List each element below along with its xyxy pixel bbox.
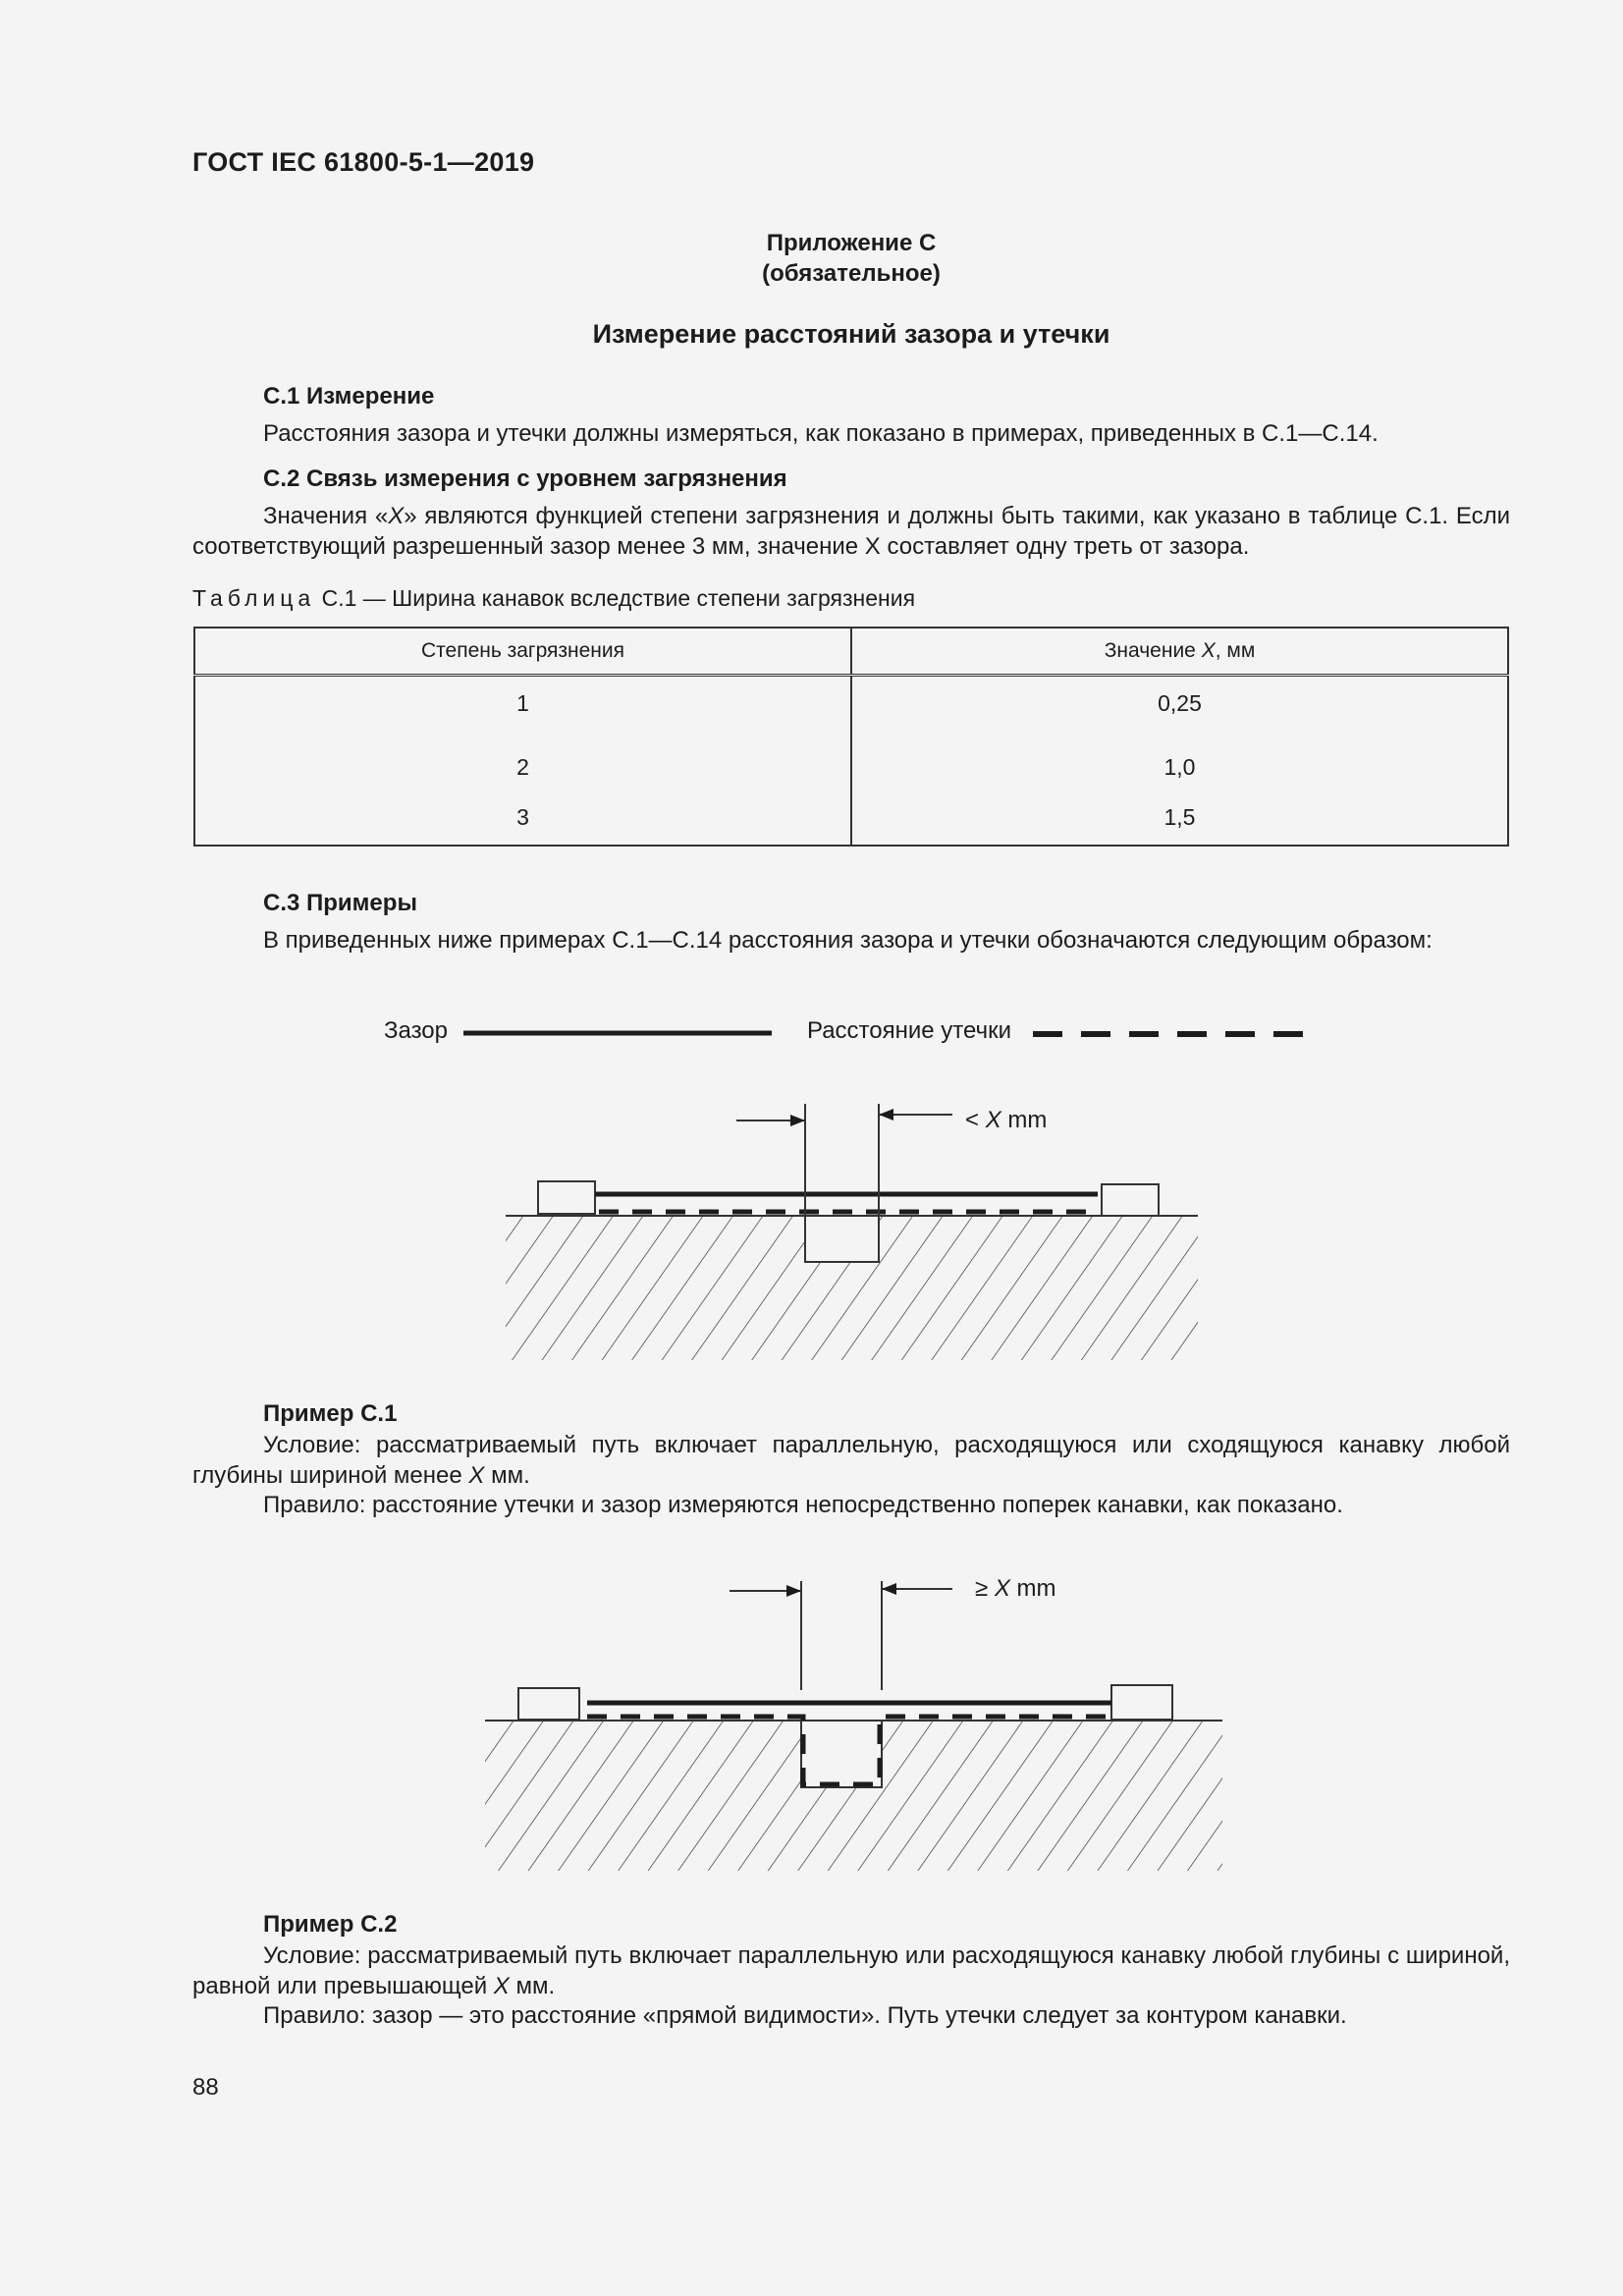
figure-c1-diagram — [491, 1090, 1237, 1375]
table-header-value: Значение X, мм — [851, 628, 1508, 676]
section-c3-heading: С.3 Примеры — [263, 890, 417, 916]
page-number: 88 — [192, 2074, 219, 2101]
example-c1-heading: Пример С.1 — [263, 1400, 398, 1427]
appendix-title: Приложение С — [766, 230, 937, 256]
example-c2-condition: Условие: рассматриваемый путь включает параллельную или расходящуюся канавку любой глубины с шириной, равной или превышающей X мм. — [192, 1942, 1510, 1999]
section-c3-text: В приведенных ниже примерах С.1—С.14 расстояния зазора и утечки обозначаются следующим образом: — [263, 927, 1433, 954]
table-row — [194, 804, 1508, 846]
table-row — [194, 748, 1508, 804]
appendix-heading — [192, 228, 1510, 289]
table-caption: Таблица С.1 — Ширина канавок вследствие степени загрязнения — [192, 585, 916, 611]
legend-clearance-label: Зазор — [384, 1017, 449, 1044]
pollution-table — [193, 627, 1509, 847]
page-title: Измерение расстояний зазора и утечки — [592, 319, 1110, 349]
table-cell-value: 1,5 — [1163, 804, 1196, 830]
table-cell-degree: 3 — [194, 804, 851, 846]
appendix-status: (обязательное) — [762, 260, 941, 287]
section-c2-text: Значения «X» являются функцией степени загрязнения и должны быть такими, как указано в таблице С.1. Если соответствующий разрешенный зазор менее 3 мм, значение X составляет одну треть от зазора. — [192, 503, 1510, 560]
table-cell-value: 1,0 — [1163, 754, 1196, 780]
example-c1-rule: Правило: расстояние утечки и зазор измеряются непосредственно поперек канавки, как показано. — [263, 1492, 1343, 1518]
table-cell-degree: 1 — [194, 676, 851, 749]
table-header-degree: Степень загрязнения — [194, 628, 851, 676]
section-c2-heading: С.2 Связь измерения с уровнем загрязнения — [263, 465, 787, 492]
example-c2-heading: Пример С.2 — [263, 1911, 398, 1938]
example-c1-condition: Условие: рассматриваемый путь включает параллельную, расходящуюся или сходящуюся канавку любой глубины шириной менее X мм. — [192, 1432, 1510, 1489]
table-cell-value: 0,25 — [1158, 690, 1202, 716]
section-c1-heading: С.1 Измерение — [263, 383, 435, 410]
figure-c2-dimension-label: ≥ X mm — [975, 1575, 1056, 1602]
document-code: ГОСТ IEC 61800-5-1—2019 — [192, 147, 535, 177]
legend-creepage-label: Расстояние утечки — [807, 1017, 1011, 1044]
table-row — [194, 676, 1508, 749]
legend-creepage-line — [1031, 1027, 1325, 1039]
figure-c1-dimension-label: < X mm — [965, 1107, 1048, 1133]
section-c1-text: Расстояния зазора и утечки должны измеряться, как показано в примерах, приведенных в С.1—С.14. — [263, 420, 1379, 447]
table-cell-degree: 2 — [194, 748, 851, 804]
example-c2-rule: Правило: зазор — это расстояние «прямой видимости». Путь утечки следует за контуром канавки. — [263, 2002, 1347, 2029]
figure-c2-diagram — [471, 1566, 1237, 1881]
legend-clearance-line — [461, 1027, 776, 1039]
